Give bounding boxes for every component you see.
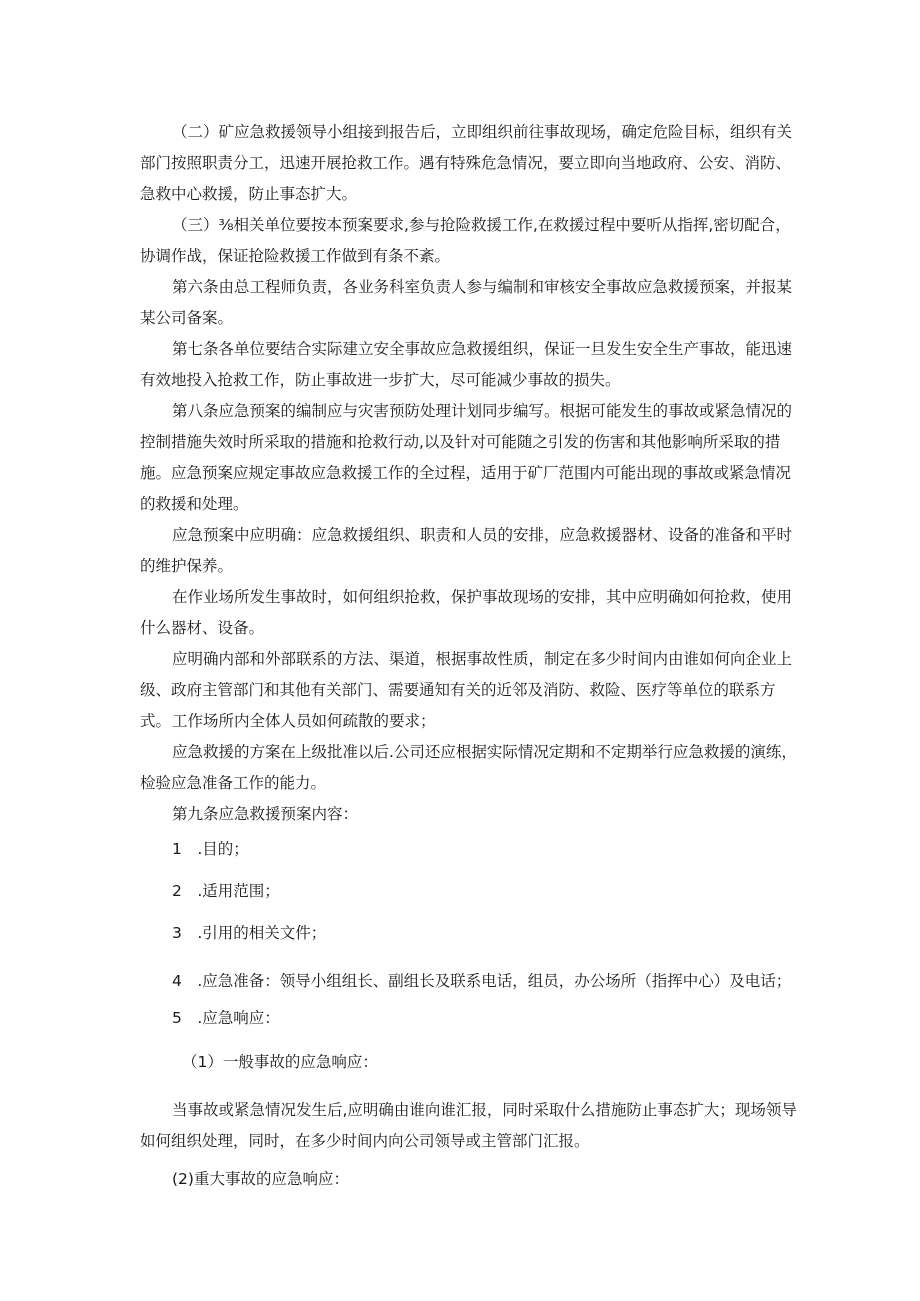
list-item-scope: 2 .适用范围； xyxy=(172,882,280,900)
plan-clarify-evacuation: 工作场所内全体人员如何疏散的要求； xyxy=(172,712,436,730)
subsection-major-response: (2)重大事故的应急响应： xyxy=(172,1170,349,1188)
list-item-preparation: 4 .应急准备：领导小组组长、副组长及联系电话，组员，办公场所（指挥中心）及电话； xyxy=(172,972,792,990)
article-8: 第八条应急预案的编制应与灾害预防处理计划同步编写。根据可能发生的事故或紧急情况的控制措施失效时所采取的措施和抢救行动,以及针对可能随之引发的伤害和其他影响所采取的措施。应急预案应规定事故应急救援工作的全过程，适用于矿厂范围内可能出现的事故或紧急情况的救援和处理。 xyxy=(140,402,793,513)
article-6: 第六条由总工程师负责，各业务科室负责人参与编制和审核安全事故应急救援预案，并报某某公司备案。 xyxy=(140,278,793,327)
plan-drill: 应急救援的方案在上级批准以后.公司还应根据实际情况定期和不定期举行应急救援的演练，检验应急准备工作的能力。 xyxy=(140,743,797,792)
list-item-references: 3 .引用的相关文件； xyxy=(172,924,327,942)
list-item-purpose: 1 .目的； xyxy=(172,840,249,858)
paragraph-2-2: （二）矿应急救援领导小组接到报告后，立即组织前往事故现场，确定危险目标，组织有关部门按照职责分工，迅速开展抢救工作。遇有特殊危急情况，要立即向当地政府、公安、消防、急救中心救援，防止事态扩大。 xyxy=(140,123,793,203)
plan-clarify-organization: 应急预案中应明确：应急救援组织、职责和人员的安排，应急救援器材、设备的准备和平时的维护保养。 xyxy=(140,526,793,575)
list-item-response: 5 .应急响应： xyxy=(172,1009,280,1027)
article-7: 第七条各单位要结合实际建立安全事故应急救援组织，保证一旦发生安全生产事故，能迅速有效地投入抢救工作，防止事故进一步扩大，尽可能减少事故的损失。 xyxy=(140,340,793,389)
plan-clarify-rescue: 在作业场所发生事故时，如何组织抢救，保护事故现场的安排，其中应明确如何抢救，使用什么器材、设备。 xyxy=(140,588,793,637)
subsection-general-response: （1）一般事故的应急响应： xyxy=(182,1053,378,1071)
paragraph-2-3: （三）⅜相关单位要按本预案要求,参与抢险救援工作,在救援过程中要听从指挥,密切配合，协调作战，保证抢险救援工作做到有条不紊。 xyxy=(140,216,791,265)
general-response-body: 当事故或紧急情况发生后,应明确由谁向谁汇报，同时采取什么措施防止事态扩大；现场领导如何组织处理，同时，在多少时间内向公司领导或主管部门汇报。 xyxy=(140,1101,797,1150)
article-9: 第九条应急救援预案内容： xyxy=(172,805,359,823)
plan-clarify-contacts: 应明确内部和外部联系的方法、渠道，根据事故性质，制定在多少时间内由谁如何向企业上级、政府主管部门和其他有关部门、需要通知有关的近邻及消防、救险、医疗等单位的联系方式。 xyxy=(140,650,793,730)
